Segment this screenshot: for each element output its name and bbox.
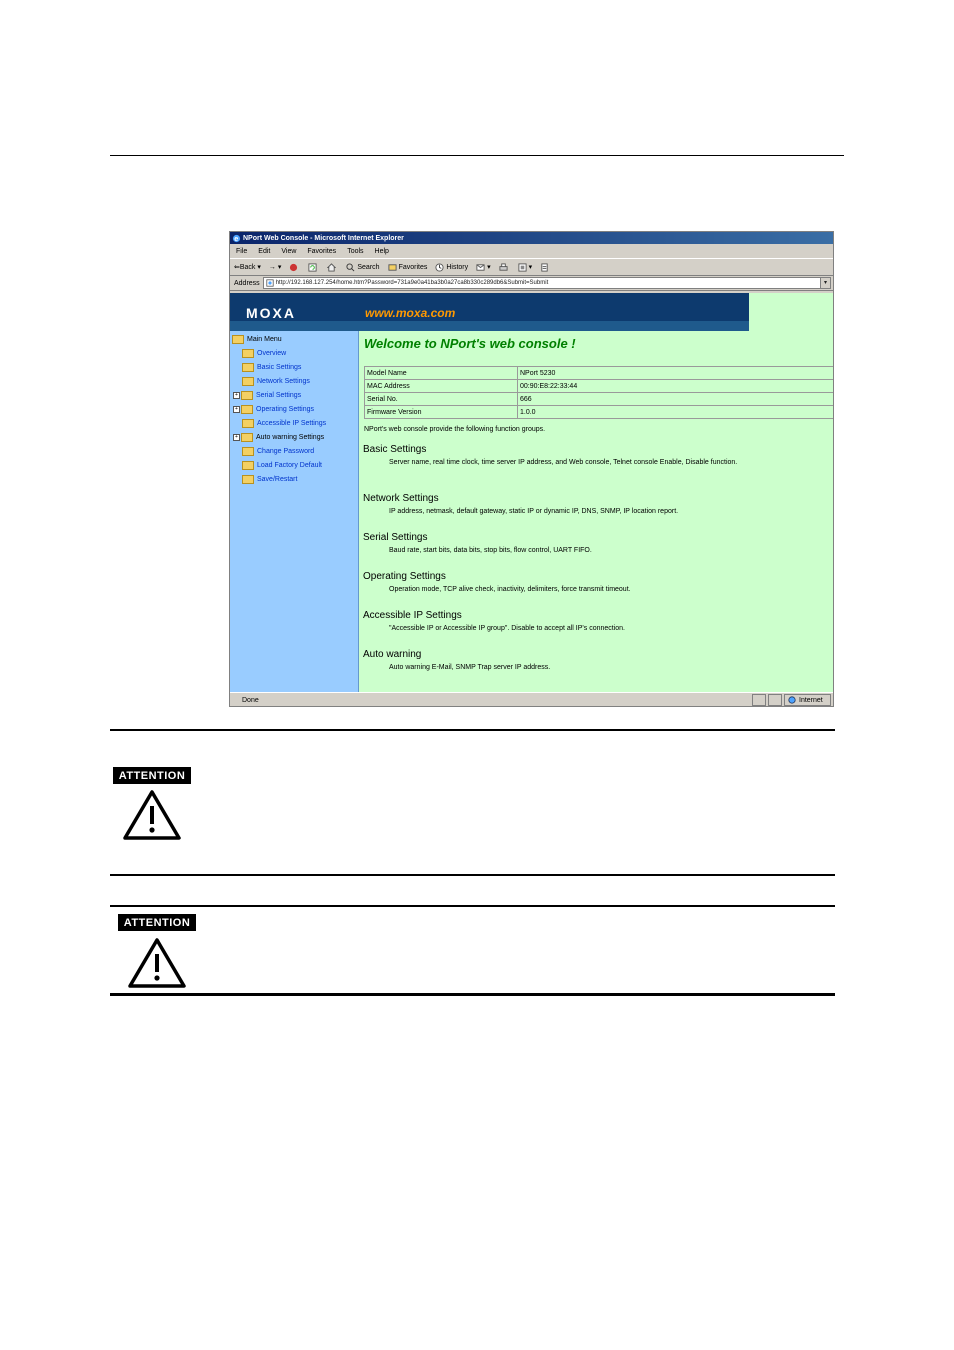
attention-rule-top — [110, 729, 835, 731]
group-title: Accessible IP Settings — [363, 610, 462, 621]
sidebar-link[interactable]: Operating Settings — [256, 405, 314, 413]
folder-icon — [242, 377, 254, 386]
group-desc: Baud rate, start bits, data bits, stop bits, flow control, UART FIFO. — [389, 547, 592, 554]
back-button[interactable]: ⇐ Back ▾ — [234, 263, 261, 271]
printer-icon — [499, 263, 508, 272]
status-text: Done — [242, 696, 259, 704]
print-button[interactable] — [499, 263, 510, 272]
header-right-blank — [750, 293, 833, 331]
sidebar-link[interactable]: Change Password — [257, 447, 315, 455]
sidebar-item-change-password[interactable] — [242, 445, 314, 457]
sidebar-link[interactable]: Accessible IP Settings — [257, 419, 327, 427]
address-value: http://192.168.127.254/home.htm?Password=731a9e0a41ba3b0a27ca8b330c289db6&Submit=Submit — [275, 280, 549, 286]
sidebar-menu — [230, 331, 359, 692]
folder-icon — [242, 461, 254, 470]
search-button[interactable]: Search — [346, 263, 379, 272]
moxa-url: www.moxa.com — [365, 306, 456, 320]
sidebar-link[interactable]: Network Settings — [257, 377, 310, 385]
sidebar-link[interactable]: Basic Settings — [257, 363, 302, 371]
info-value: 00:90:E8:22:33:44 — [518, 380, 834, 393]
home-button[interactable] — [327, 263, 338, 272]
warning-icon — [126, 936, 188, 990]
group-desc: Auto warning E-Mail, SNMP Trap server IP address. — [389, 664, 551, 671]
address-input[interactable] — [263, 277, 831, 289]
page-top-rule — [110, 155, 844, 156]
edit-page-icon — [518, 263, 527, 272]
group-desc: Server name, real time clock, time server IP address, and Web console, Telnet console Enable, Disable function. — [389, 459, 738, 466]
attention-label: ATTENTION — [118, 914, 196, 931]
moxa-logo: MOXA — [246, 305, 296, 321]
info-key: Firmware Version — [365, 406, 518, 419]
svg-text:e: e — [234, 233, 239, 243]
menu-file[interactable]: File — [236, 247, 248, 255]
forward-arrow-icon: → ▾ — [268, 264, 282, 271]
sidebar-item-accessible-ip[interactable] — [242, 417, 326, 429]
attention-rule-bottom — [110, 874, 835, 876]
menu-favorites[interactable]: Favorites — [307, 247, 337, 255]
group-title: Auto warning — [363, 649, 422, 660]
menu-help[interactable]: Help — [374, 247, 389, 255]
security-zone: Internet — [784, 694, 831, 706]
browser-window — [229, 231, 834, 707]
table-row — [365, 380, 834, 393]
stop-button[interactable] — [289, 263, 300, 272]
sidebar-item-overview[interactable] — [242, 347, 286, 359]
title-bar — [230, 232, 833, 244]
info-key: MAC Address — [365, 380, 518, 393]
folder-icon — [242, 363, 254, 372]
globe-icon — [788, 696, 796, 704]
table-row — [365, 393, 834, 406]
sidebar-item-load-factory-default[interactable] — [242, 459, 322, 471]
menu-view[interactable]: View — [281, 247, 297, 255]
info-key: Serial No. — [365, 393, 518, 406]
address-label: Address — [234, 279, 260, 287]
address-bar — [230, 276, 833, 291]
group-desc: Operation mode, TCP alive check, inactivity, delimiters, force transmit timeout. — [389, 586, 631, 593]
sidebar-item-auto-warning[interactable] — [233, 431, 324, 443]
sidebar-link[interactable]: Auto warning Settings — [256, 433, 325, 441]
intro-text: NPort's web console provide the following function groups. — [364, 426, 546, 433]
mail-button[interactable]: ▾ — [476, 263, 491, 272]
menu-edit[interactable]: Edit — [258, 247, 271, 255]
address-dropdown-icon[interactable]: ▾ — [820, 278, 830, 288]
device-info-table — [364, 366, 834, 419]
header-strip — [230, 321, 749, 331]
sidebar-item-operating-settings[interactable] — [233, 403, 314, 415]
expand-plus-icon[interactable]: + — [233, 392, 240, 399]
window-title: NPort Web Console - Microsoft Internet Explorer — [243, 234, 404, 242]
history-icon — [435, 263, 444, 272]
folder-icon — [242, 349, 254, 358]
sidebar-link[interactable]: Save/Restart — [257, 475, 298, 483]
sidebar-link[interactable]: Load Factory Default — [257, 461, 322, 469]
info-value: NPort 5230 — [518, 367, 834, 380]
back-arrow-icon: ⇐ — [234, 264, 240, 271]
ie-icon — [232, 234, 241, 243]
info-key: Model Name — [365, 367, 518, 380]
folder-open-icon — [232, 335, 244, 344]
status-cell — [768, 694, 782, 706]
group-title: Serial Settings — [363, 532, 428, 543]
refresh-icon — [308, 263, 317, 272]
home-icon — [327, 263, 336, 272]
favorites-icon — [388, 263, 397, 272]
folder-icon — [241, 405, 253, 414]
folder-icon — [242, 419, 254, 428]
table-row — [365, 367, 834, 380]
sidebar-root[interactable]: Main Menu — [232, 333, 282, 345]
status-cell — [752, 694, 766, 706]
favorites-button[interactable]: Favorites — [388, 263, 428, 272]
forward-button[interactable] — [269, 263, 281, 271]
document-icon — [540, 263, 549, 272]
toolbar — [230, 259, 833, 276]
sidebar-link[interactable]: Serial Settings — [256, 391, 302, 399]
folder-icon — [242, 447, 254, 456]
info-value: 1.0.0 — [518, 406, 834, 419]
status-bar — [230, 692, 833, 707]
group-desc: IP address, netmask, default gateway, static IP or dynamic IP, DNS, SNMP, IP location report. — [389, 508, 679, 515]
expand-plus-icon[interactable]: + — [233, 434, 240, 441]
search-icon — [346, 263, 355, 272]
page-icon — [266, 279, 274, 287]
folder-icon — [241, 391, 253, 400]
group-desc: "Accessible IP or Accessible IP group". Disable to accept all IP's connection. — [389, 625, 626, 632]
sidebar-item-network-settings[interactable] — [242, 375, 310, 387]
folder-icon — [242, 475, 254, 484]
welcome-heading: Welcome to NPort's web console ! — [364, 336, 576, 351]
table-row — [365, 406, 834, 419]
attention-label: ATTENTION — [113, 767, 191, 784]
group-title: Network Settings — [363, 493, 439, 504]
menu-tools[interactable]: Tools — [347, 247, 364, 255]
main-panel — [361, 331, 833, 692]
sidebar-item-basic-settings[interactable] — [242, 361, 301, 373]
expand-plus-icon[interactable]: + — [233, 406, 240, 413]
attention-rule-top — [110, 905, 835, 907]
folder-icon — [241, 433, 253, 442]
info-value: 666 — [518, 393, 834, 406]
moxa-header — [230, 293, 749, 331]
mail-icon — [476, 263, 485, 272]
sidebar-link[interactable]: Overview — [257, 349, 287, 357]
group-title: Basic Settings — [363, 444, 427, 455]
edit-button[interactable]: ▾ — [518, 263, 533, 272]
group-title: Operating Settings — [363, 571, 446, 582]
stop-icon — [289, 263, 298, 272]
discuss-button[interactable] — [540, 263, 551, 272]
web-page — [230, 293, 833, 692]
warning-icon — [121, 788, 183, 842]
attention-rule-bottom — [110, 993, 835, 996]
sidebar-item-save-restart[interactable] — [242, 473, 297, 485]
history-button[interactable]: History — [435, 263, 468, 272]
refresh-button[interactable] — [308, 263, 319, 272]
menu-bar — [230, 244, 833, 259]
sidebar-item-serial-settings[interactable] — [233, 389, 301, 401]
